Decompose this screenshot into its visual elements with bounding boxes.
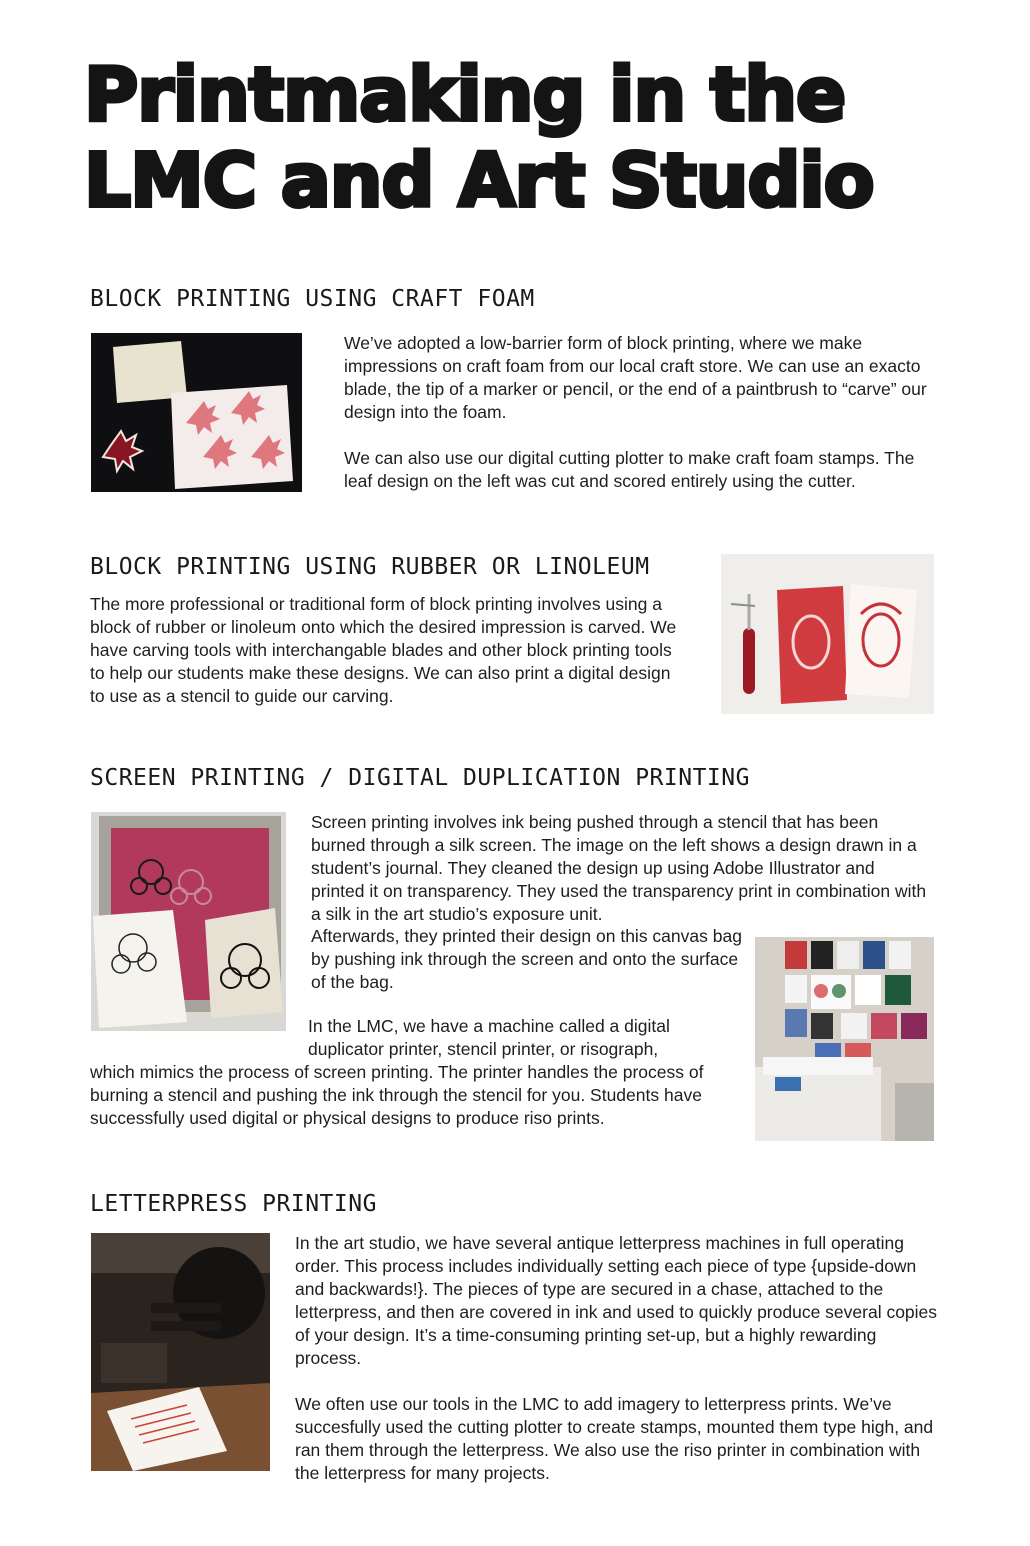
linoleum-block-photo xyxy=(721,554,934,714)
page-title: Printmaking in the LMC and Art Studio xyxy=(84,52,874,224)
letterpress-paragraph-1: In the art studio, we have several antique letterpress machines in full operating order. This process includes individually setting each piece of type {upside-down and backwards!}. The pieces of type are secured in a chase, attached to the letterpress, and then are covered in ink and used to quickly produce several copies of your design. It’s a time-consuming printing set-up, but a highly rewarding process. xyxy=(295,1233,938,1368)
section-heading-rubber-linoleum: BLOCK PRINTING USING RUBBER OR LINOLEUM xyxy=(90,554,650,580)
screen-print-photo xyxy=(91,812,286,1031)
letterpress-photo xyxy=(91,1233,270,1471)
screen-printing-paragraph-1b: Afterwards, they printed their design on this canvas bag by pushing ink through the screen and onto the surface of the bag. xyxy=(311,926,742,992)
screen-printing-paragraph-2a: In the LMC, we have a machine called a digital duplicator printer, stencil printer, or risograph, xyxy=(308,1016,670,1059)
craft-foam-paragraph-2: We can also use our digital cutting plotter to make craft foam stamps. The leaf design on the left was cut and scored entirely using the cutter. xyxy=(344,448,915,491)
screen-printing-paragraph-1a: Screen printing involves ink being pushed through a stencil that has been burned through a silk screen. The image on the left shows a design drawn in a student’s journal. They cleaned the design up using Adobe Illustrator and printed it on transparency. They used the transparency print in combination with a silk in the art studio’s exposure unit. xyxy=(311,812,927,924)
letterpress-paragraph-2: We often use our tools in the LMC to add imagery to letterpress prints. We’ve succesfully used the cutting plotter to create stamps, mounted them type high, and ran them through the letterpress. We also use the riso printer in combination with the letterpress for many projects. xyxy=(295,1394,934,1483)
section-heading-craft-foam: BLOCK PRINTING USING CRAFT FOAM xyxy=(90,286,535,312)
risograph-photo xyxy=(755,937,934,1141)
craft-foam-photo xyxy=(91,333,302,492)
craft-foam-paragraph-1: We’ve adopted a low-barrier form of block printing, where we make impressions on craft foam from our local craft store. We can use an exacto blade, the tip of a marker or pencil, or the end of a paintbrush to “carve” our design into the foam. xyxy=(344,333,927,422)
screen-printing-paragraph-2b: which mimics the process of screen printing. The printer handles the process of burning a stencil and pushing the ink through the stencil for you. Students have successfully used digital or physical designs to produce riso prints. xyxy=(90,1062,704,1128)
section-heading-screen-printing: SCREEN PRINTING / DIGITAL DUPLICATION PRINTING xyxy=(90,765,750,791)
rubber-linoleum-paragraph: The more professional or traditional form of block printing involves using a block of rubber or linoleum onto which the desired impression is carved. We have carving tools with interchangable blades and other block printing tools to help our students make these designs. We can also print a digital design to use as a stencil to guide our carving. xyxy=(90,594,677,706)
section-heading-letterpress: LETTERPRESS PRINTING xyxy=(90,1191,377,1217)
